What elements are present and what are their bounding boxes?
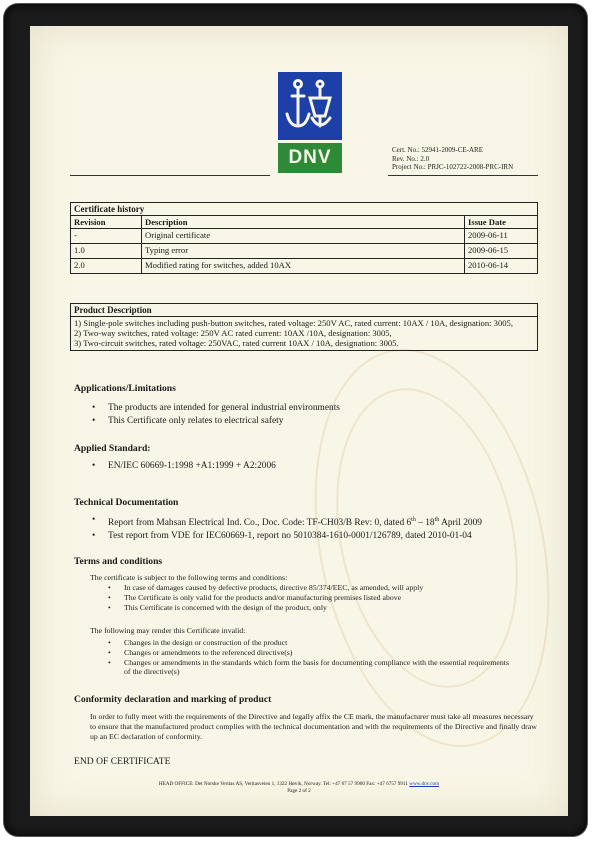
techdoc-text: – 18	[415, 518, 435, 529]
list-item: • Changes or amendments in the standards which form the basis for documenting compliance with the essential requirements of the directive(s)	[106, 658, 516, 678]
superscript: th	[411, 517, 416, 523]
superscript: th	[434, 517, 440, 523]
col-issue-date: Issue Date	[465, 216, 538, 229]
terms-list	[106, 583, 546, 612]
techdoc-list	[90, 514, 560, 543]
cell-revision: 1.0	[71, 244, 142, 259]
cell-issue-date: 2010-06-14	[465, 259, 538, 274]
footer-link[interactable]: www.dnv.com	[409, 781, 440, 787]
cell-revision: 2.0	[71, 259, 142, 274]
cell-description: Original certificate	[142, 229, 465, 244]
product-title: Product Description	[71, 304, 538, 317]
table-row	[71, 244, 538, 259]
product-lines	[71, 317, 538, 351]
conformity-heading: Conformity declaration and marking of product	[74, 694, 272, 705]
page-number: Page 2 of 2	[287, 788, 311, 794]
terms-intro: The certificate is subject to the following terms and conditions:	[90, 573, 288, 582]
product-line: 1) Single-pole switches including push-button switches, rated voltage: 250V AC, rated current: 10AX / 10A, designation: 3005,	[74, 318, 514, 328]
col-revision: Revision	[71, 216, 142, 229]
certificate-page	[30, 26, 568, 816]
product-line: 2) Two-way switches, rated voltage: 250V AC rated current: 10AX /10A, designation: 3005,	[74, 328, 392, 339]
list-item	[90, 514, 560, 530]
dnv-wordmark: DNV	[278, 143, 342, 173]
list-item: • In case of damages caused by defective products, directive 85/374/EEC, as amended, will apply	[106, 583, 546, 593]
header-rule-left	[70, 175, 270, 176]
revision-number: Rev. No.: 2.0	[392, 154, 430, 163]
applications-heading: Applications/Limitations	[74, 383, 176, 394]
cert-number: Cert. No.: 52941-2009-CE-ARE	[392, 146, 483, 154]
header-rule-right	[388, 175, 538, 176]
techdoc-text: Report from Mahsan Electrical Ind. Co., Doc. Code: TF-CH03/B Rev: 0, dated 6	[108, 518, 412, 529]
techdoc-text: April 2009	[439, 518, 482, 529]
list-item: • Changes or amendments to the referenced directive(s)	[106, 648, 516, 658]
certificate-history-table	[70, 202, 538, 274]
cell-description: Typing error	[142, 244, 465, 259]
conformity-text: In order to fully meet with the requirements of the Directive and legally affix the CE mark, the manufacturer must take all measures necessary to ensure that the manufactured product complies with the technical documentation and with the requirements of the Directive and finally draw up an EC declaration of conformity.	[90, 712, 537, 741]
product-line: 3) Two-circuit switches, rated voltage: 250VAC, rated current 10AX / 10A, designation: 3005.	[74, 338, 399, 349]
cell-issue-date: 2009-06-11	[465, 229, 538, 244]
anchor-emblem-icon	[278, 72, 342, 140]
col-description: Description	[142, 216, 465, 229]
footer	[30, 781, 568, 795]
certificate-reference	[392, 146, 513, 172]
footer-office	[30, 781, 568, 788]
invalid-intro: The following may render this Certificate invalid:	[90, 626, 246, 635]
list-item: • The products are intended for general industrial environments	[90, 402, 530, 415]
list-item: • This Certificate only relates to electrical safety	[90, 415, 530, 428]
project-number: Project No.: PRJC-102722-2008-PRC-IRN	[392, 163, 514, 171]
dnv-logo	[278, 72, 342, 173]
cell-issue-date: 2009-06-15	[465, 244, 538, 259]
product-description-table	[70, 303, 538, 351]
cell-description: Modified rating for switches, added 10AX	[142, 259, 465, 274]
list-item: • EN/IEC 60669-1:1998 +A1:1999 + A2:2006	[90, 460, 530, 473]
terms-heading: Terms and conditions	[74, 556, 163, 567]
invalid-list	[106, 638, 516, 677]
footer-address: HEAD OFFICE: Det Norske Veritas AS, Veritasveien 1, 1322 Høvik, Norway. Tel: +47 67 57 9900 Fax: +47 6757 9911	[158, 781, 408, 787]
standard-list	[90, 460, 530, 473]
standard-heading: Applied Standard:	[74, 443, 151, 454]
list-item: • Test report from VDE for IEC60669-1, report no 5010384-1610-0001/126789, dated 2010-01-04	[90, 530, 560, 543]
techdoc-heading: Technical Documentation	[74, 497, 179, 508]
end-of-certificate: END OF CERTIFICATE	[74, 756, 171, 767]
list-item: • Changes in the design or construction of the product	[106, 638, 516, 648]
table-row	[71, 229, 538, 244]
table-row	[71, 259, 538, 274]
list-item: • This Certificate is concerned with the design of the product, only	[106, 603, 546, 613]
applications-list	[90, 402, 530, 428]
cell-revision: -	[71, 229, 142, 244]
history-title: Certificate history	[71, 203, 538, 216]
list-item: • The Certificate is only valid for the products and/or manufacturing premises listed above	[106, 593, 546, 603]
